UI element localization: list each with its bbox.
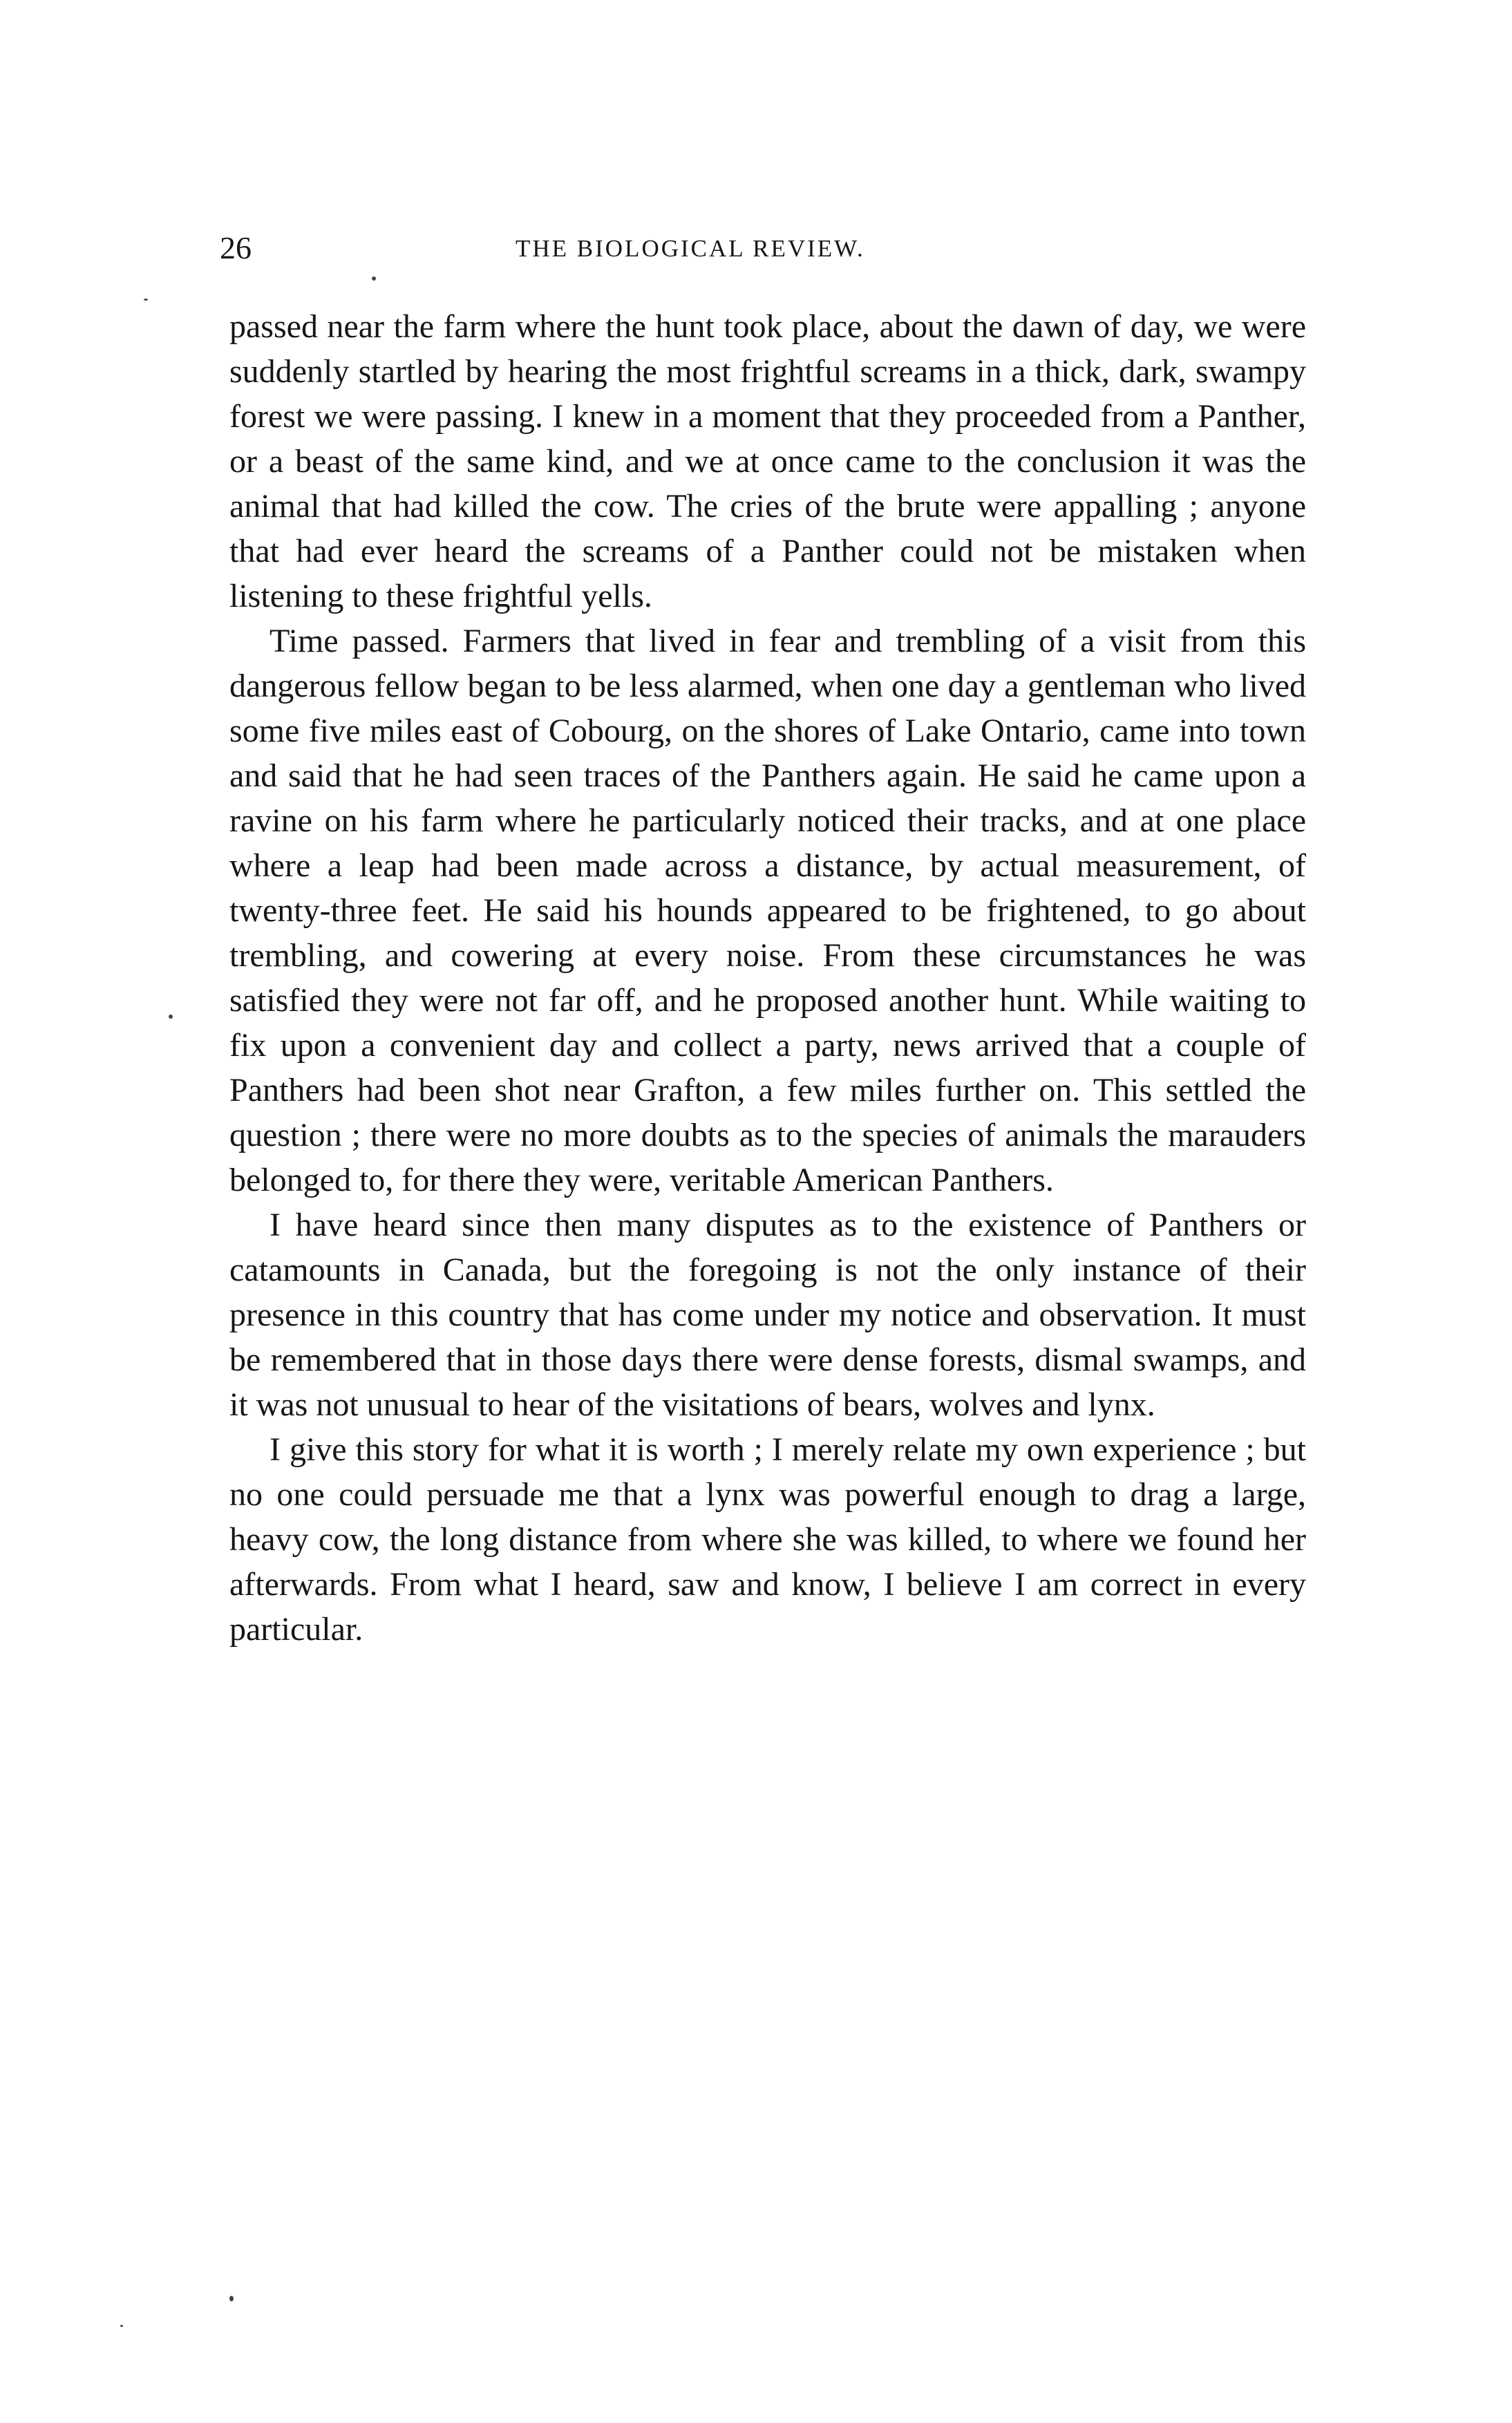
paragraph-2: Time passed. Farmers that lived in fear and trembling of a visit from this dangerous fellow began to be less alarmed, when one day a gentleman who lived some five miles east of Cobourg, on the shores of Lake Ontario, came into town and said that he had seen traces of the Panthers again. He said he came upon a ravine on his farm where he particularly noticed their tracks, and at one place where a leap had been made across a distance, by actual measurement, of twenty-three feet. He said his hounds appeared to be frightened, to go about trembling, and cowering at every noise. From these circumstances he was satisfied they were not far off, and he proposed another hunt. While waiting to fix upon a convenient day and collect a party, news arrived that a couple of Panthers had been shot near Grafton, a few miles further on. This settled the question ; there were no more doubts as to the species of animals the marauders belonged to, for there they were, veritable American Panthers.	[229, 623, 1306, 1198]
scan-speck	[144, 299, 148, 301]
scan-speck	[372, 276, 376, 281]
paragraph-1: passed near the farm where the hunt took place, about the dawn of day, we were suddenly startled by hearing the most frightful screams in a thick, dark, swampy forest we were passing. I knew in a moment that they proceeded from a Panther, or a beast of the same kind, and we at once came to the conclusion it was the animal that had killed the cow. The cries of the brute were appalling ; anyone that had ever heard the screams of a Panther could not be mistaken when listening to these frightful yells.	[229, 308, 1306, 614]
scan-speck	[229, 2296, 234, 2301]
body-text	[229, 304, 1306, 1652]
running-title: THE BIOLOGICAL REVIEW.	[516, 235, 865, 262]
paragraph-3: I have heard since then many disputes as to the existence of Panthers or catamounts in Canada, but the foregoing is not the only instance of their presence in this country that has come under my notice and observation. It must be remembered that in those days there were dense forests, dismal swamps, and it was not unusual to hear of the visitations of bears, wolves and lynx.	[229, 1207, 1306, 1423]
scan-speck	[169, 1015, 173, 1019]
page-number: 26	[220, 230, 252, 265]
scan-speck	[120, 2325, 123, 2327]
paragraph-4: I give this story for what it is worth ; I merely relate my own experience ; but no one could persuade me that a lynx was powerful enough to drag a large, heavy cow, the long distance from where she was killed, to where we found her afterwards. From what I heard, saw and know, I believe I am correct in every particular.	[229, 1431, 1306, 1648]
